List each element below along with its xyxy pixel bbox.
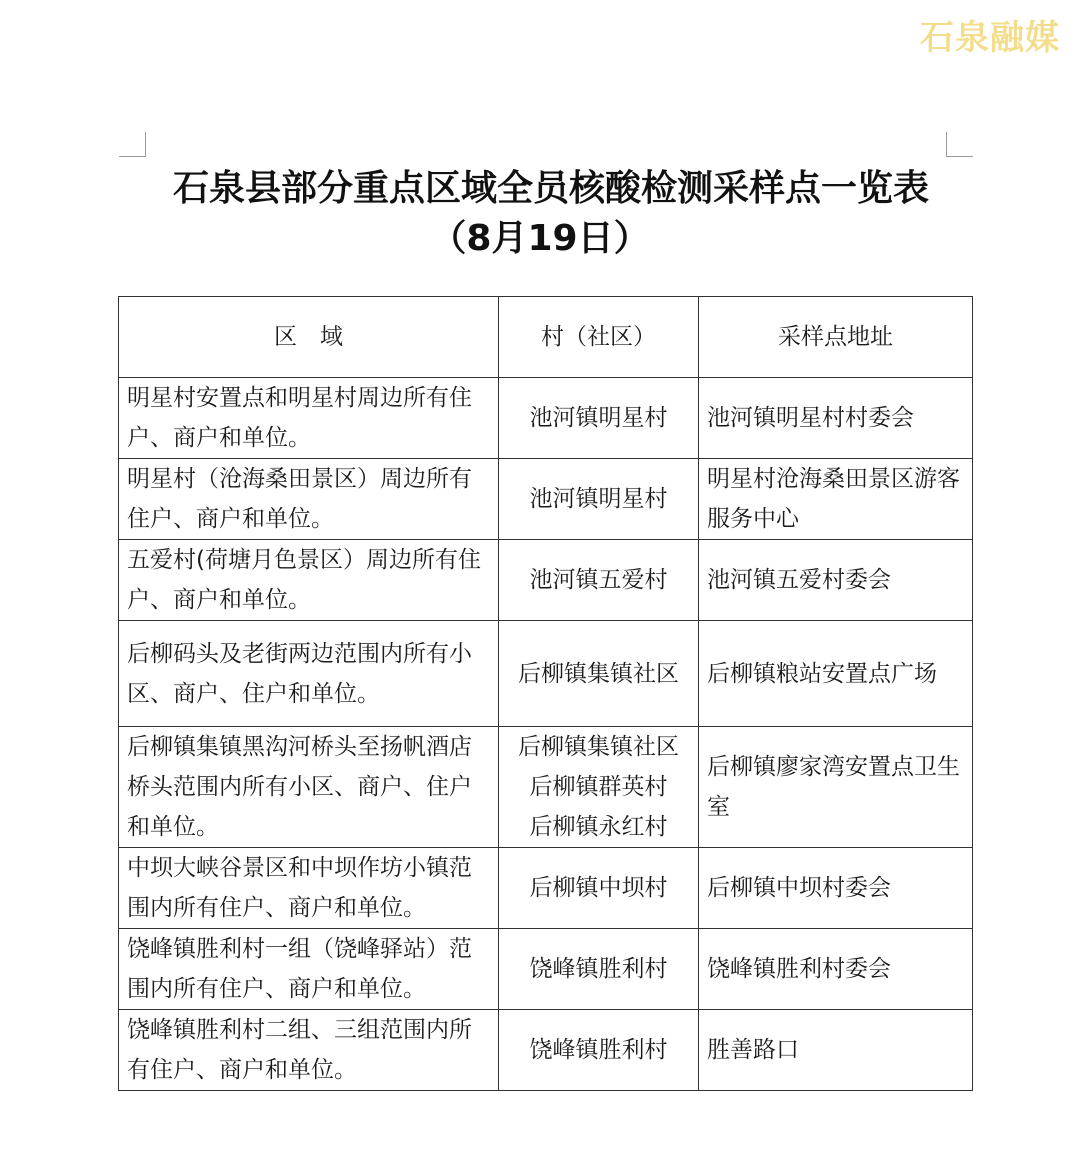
cell-village: 后柳镇中坝村 bbox=[499, 848, 699, 929]
cell-address: 明星村沧海桑田景区游客服务中心 bbox=[699, 459, 973, 540]
table-row bbox=[119, 929, 973, 1010]
page-subtitle-date: （8月19日） bbox=[430, 218, 650, 259]
cell-village: 池河镇五爱村 bbox=[499, 540, 699, 621]
page-title: 石泉县部分重点区域全员核酸检测采样点一览表 bbox=[172, 168, 929, 209]
table-row bbox=[119, 378, 973, 459]
cell-area: 明星村安置点和明星村周边所有住户、商户和单位。 bbox=[119, 378, 499, 459]
cell-village: 池河镇明星村 bbox=[499, 378, 699, 459]
cell-village: 后柳镇集镇社区 后柳镇群英村 后柳镇永红村 bbox=[499, 727, 699, 848]
cell-village: 饶峰镇胜利村 bbox=[499, 929, 699, 1010]
table-row bbox=[119, 621, 973, 727]
cell-area: 中坝大峡谷景区和中坝作坊小镇范围内所有住户、商户和单位。 bbox=[119, 848, 499, 929]
cell-area: 后柳码头及老街两边范围内所有小区、商户、住户和单位。 bbox=[119, 621, 499, 727]
table-row bbox=[119, 540, 973, 621]
table-row bbox=[119, 459, 973, 540]
cell-address: 胜善路口 bbox=[699, 1010, 973, 1091]
cell-area: 五爱村(荷塘月色景区）周边所有住户、商户和单位。 bbox=[119, 540, 499, 621]
header-village: 村（社区） bbox=[499, 297, 699, 378]
table-row bbox=[119, 1010, 973, 1091]
cell-village: 饶峰镇胜利村 bbox=[499, 1010, 699, 1091]
sampling-sites-table bbox=[118, 296, 973, 1091]
cell-address: 后柳镇廖家湾安置点卫生室 bbox=[699, 727, 973, 848]
cell-address: 池河镇五爱村委会 bbox=[699, 540, 973, 621]
page-corner-mark-left bbox=[119, 132, 146, 157]
table-row bbox=[119, 727, 973, 848]
cell-address: 后柳镇粮站安置点广场 bbox=[699, 621, 973, 727]
page-corner-mark-right bbox=[946, 132, 973, 157]
watermark-logo: 石泉融媒 bbox=[920, 18, 1060, 58]
cell-address: 后柳镇中坝村委会 bbox=[699, 848, 973, 929]
cell-area: 明星村（沧海桑田景区）周边所有住户、商户和单位。 bbox=[119, 459, 499, 540]
header-area: 区 域 bbox=[119, 297, 499, 378]
cell-address: 池河镇明星村村委会 bbox=[699, 378, 973, 459]
cell-area: 饶峰镇胜利村一组（饶峰驿站）范围内所有住户、商户和单位。 bbox=[119, 929, 499, 1010]
table-header-row bbox=[119, 297, 973, 378]
cell-area: 饶峰镇胜利村二组、三组范围内所有住户、商户和单位。 bbox=[119, 1010, 499, 1091]
cell-village: 后柳镇集镇社区 bbox=[499, 621, 699, 727]
cell-village: 池河镇明星村 bbox=[499, 459, 699, 540]
header-address: 采样点地址 bbox=[699, 297, 973, 378]
table-row bbox=[119, 848, 973, 929]
cell-address: 饶峰镇胜利村委会 bbox=[699, 929, 973, 1010]
cell-area: 后柳镇集镇黑沟河桥头至扬帆酒店桥头范围内所有小区、商户、住户和单位。 bbox=[119, 727, 499, 848]
